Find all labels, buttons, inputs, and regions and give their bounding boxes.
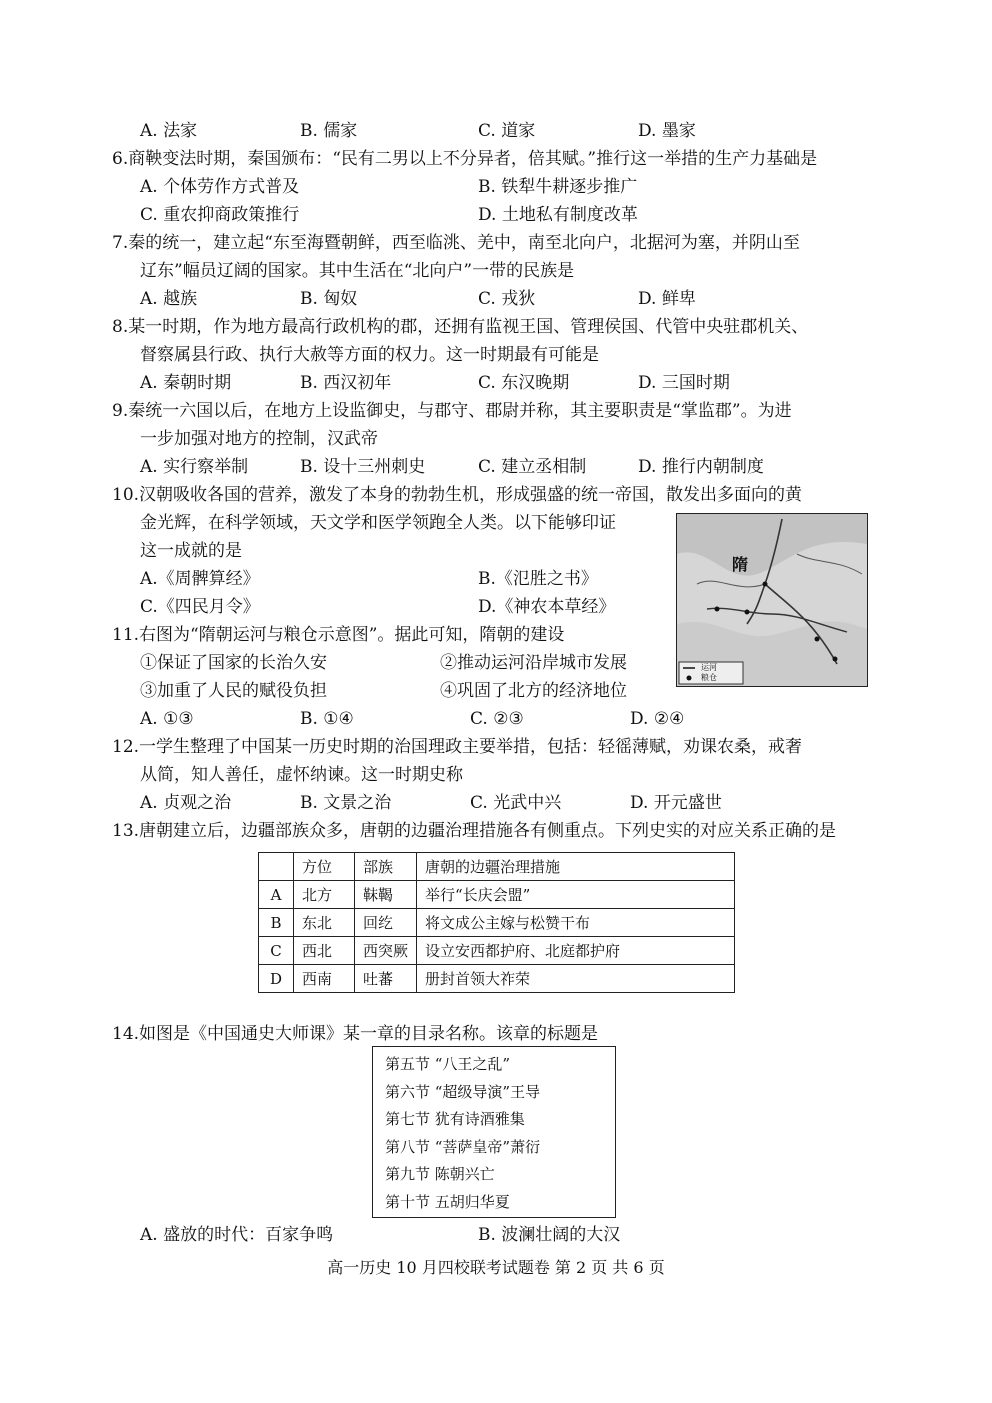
- q12-stem-line2: 从简，知人善任，虚怀纳谏。这一时期史称: [140, 765, 463, 785]
- q11-item-4: ④巩固了北方的经济地位: [440, 681, 627, 701]
- table-cell: A: [259, 881, 294, 909]
- table-header-cell: 方位: [294, 853, 355, 881]
- table-row: [259, 909, 735, 937]
- q10-stem-line2: 金光辉，在科学领域，天文学和医学领跑全人类。以下能够印证: [140, 513, 616, 533]
- table-cell: 东北: [294, 909, 355, 937]
- table-row: [259, 937, 735, 965]
- table-cell: 吐蕃: [355, 965, 417, 993]
- map-label-sui: 隋: [732, 555, 749, 574]
- q8-option-b: B. 西汉初年: [300, 373, 392, 393]
- toc-item: 第六节 “超级导演”王导: [385, 1082, 541, 1101]
- q14-stem: 14.如图是《中国通史大师课》某一章的目录名称。该章的标题是: [112, 1024, 599, 1044]
- q11-option-a: A. ①③: [140, 709, 194, 729]
- toc-item: 第八节 “菩萨皇帝”萧衍: [385, 1137, 541, 1156]
- page-footer: 高一历史 10 月四校联考试题卷 第 2 页 共 6 页: [327, 1258, 665, 1277]
- sui-canal-map: [676, 513, 868, 687]
- toc-item: 第十节 五胡归华夏: [385, 1192, 510, 1211]
- q11-option-d: D. ②④: [630, 709, 685, 729]
- q14-option-a: A. 盛放的时代：百家争鸣: [140, 1225, 334, 1245]
- q7-option-b: B. 匈奴: [300, 289, 358, 309]
- table-header-row: [259, 853, 735, 881]
- q7-option-c: C. 戎狄: [478, 289, 536, 309]
- q13-stem: 13.唐朝建立后，边疆部族众多，唐朝的边疆治理措施各有侧重点。下列史实的对应关系正确的是: [112, 821, 837, 841]
- map-legend-granary: 粮仓: [701, 673, 717, 682]
- q11-stem: 11.右图为“隋朝运河与粮仓示意图”。据此可知，隋朝的建设: [112, 625, 565, 645]
- table-cell: 北方: [294, 881, 355, 909]
- q9-option-c: C. 建立丞相制: [478, 457, 587, 477]
- table-cell: D: [259, 965, 294, 993]
- q8-option-a: A. 秦朝时期: [140, 373, 232, 393]
- table-row: [259, 881, 735, 909]
- q11-option-b: B. ①④: [300, 709, 354, 729]
- q5-option-a: A. 法家: [140, 121, 198, 141]
- table-row: [259, 965, 735, 993]
- table-cell: 西突厥: [355, 937, 417, 965]
- map-legend-canal: 运河: [701, 663, 717, 672]
- q10-stem-line1: 10.汉朝吸收各国的营养，激发了本身的勃勃生机，形成强盛的统一帝国，散发出多面向的黄: [112, 485, 803, 505]
- table-cell: 举行“长庆会盟”: [417, 881, 735, 909]
- q11-item-3: ③加重了人民的赋役负担: [140, 681, 327, 701]
- table-cell: 西南: [294, 965, 355, 993]
- map-graphic: [677, 514, 867, 686]
- q14-option-b: B. 波澜壮阔的大汉: [478, 1225, 621, 1245]
- table-cell: 设立安西都护府、北庭都护府: [417, 937, 735, 965]
- q10-stem-line3: 这一成就的是: [140, 541, 242, 561]
- q12-option-d: D. 开元盛世: [630, 793, 722, 813]
- q7-stem-line1: 7.秦的统一，建立起“东至海暨朝鲜，西至临洮、羌中，南至北向户，北据河为塞，并阴山至: [112, 233, 800, 253]
- table-cell: B: [259, 909, 294, 937]
- table-cell: 西北: [294, 937, 355, 965]
- q6-option-a: A. 个体劳作方式普及: [140, 177, 300, 197]
- table-cell: 将文成公主嫁与松赞干布: [417, 909, 735, 937]
- q10-option-b: B.《氾胜之书》: [478, 569, 598, 589]
- q6-stem: 6.商鞅变法时期，秦国颁布：“民有二男以上不分异者，倍其赋。”推行这一举措的生产力基础是: [112, 149, 818, 169]
- q12-option-c: C. 光武中兴: [470, 793, 562, 813]
- q13-table: [258, 852, 735, 993]
- q12-stem-line1: 12.一学生整理了中国某一历史时期的治国理政主要举措，包括：轻徭薄赋，劝课农桑，戒奢: [112, 737, 803, 757]
- table-header-cell: 部族: [355, 853, 417, 881]
- toc-item: 第五节 “八王之乱”: [385, 1055, 511, 1073]
- q9-option-d: D. 推行内朝制度: [638, 457, 764, 477]
- q11-item-2: ②推动运河沿岸城市发展: [440, 653, 627, 673]
- q5-option-c: C. 道家: [478, 121, 536, 141]
- table-cell: 靺鞨: [355, 881, 417, 909]
- q11-option-c: C. ②③: [470, 709, 524, 729]
- q10-option-a: A.《周髀算经》: [140, 569, 260, 589]
- q8-stem-line1: 8.某一时期，作为地方最高行政机构的郡，还拥有监视王国、管理侯国、代管中央驻郡机关、: [112, 317, 809, 337]
- q14-toc-box: [372, 1046, 616, 1218]
- q8-option-c: C. 东汉晚期: [478, 373, 570, 393]
- q7-stem-line2: 辽东”幅员辽阔的国家。其中生活在“北向户”一带的民族是: [140, 261, 575, 281]
- q6-option-c: C. 重农抑商政策推行: [140, 205, 300, 225]
- q8-option-d: D. 三国时期: [638, 373, 730, 393]
- q9-stem-line2: 一步加强对地方的控制，汉武帝: [140, 429, 378, 449]
- q12-option-a: A. 贞观之治: [140, 793, 232, 813]
- q5-option-b: B. 儒家: [300, 121, 358, 141]
- q10-option-c: C.《四民月令》: [140, 597, 260, 617]
- table-cell: 回纥: [355, 909, 417, 937]
- q10-option-d: D.《神农本草经》: [478, 597, 616, 617]
- q9-option-b: B. 设十三州刺史: [300, 457, 426, 477]
- q9-option-a: A. 实行察举制: [140, 457, 249, 477]
- q7-option-a: A. 越族: [140, 289, 198, 309]
- q9-stem-line1: 9.秦统一六国以后，在地方上设监御史，与郡守、郡尉并称，其主要职责是“掌监郡”。为进: [112, 401, 792, 421]
- q7-option-d: D. 鲜卑: [638, 289, 696, 309]
- q11-item-1: ①保证了国家的长治久安: [140, 653, 327, 673]
- table-cell: 册封首领大祚荣: [417, 965, 735, 993]
- table-cell: C: [259, 937, 294, 965]
- toc-item: 第七节 犹有诗酒雅集: [385, 1110, 525, 1128]
- q12-option-b: B. 文景之治: [300, 793, 392, 813]
- q8-stem-line2: 督察属县行政、执行大赦等方面的权力。这一时期最有可能是: [140, 345, 599, 365]
- q5-option-d: D. 墨家: [638, 121, 696, 141]
- q6-option-d: D. 土地私有制度改革: [478, 205, 638, 225]
- table-header-cell: [259, 853, 294, 881]
- toc-item: 第九节 陈朝兴亡: [385, 1165, 495, 1183]
- q6-option-b: B. 铁犁牛耕逐步推广: [478, 177, 638, 197]
- table-header-cell: 唐朝的边疆治理措施: [417, 853, 735, 881]
